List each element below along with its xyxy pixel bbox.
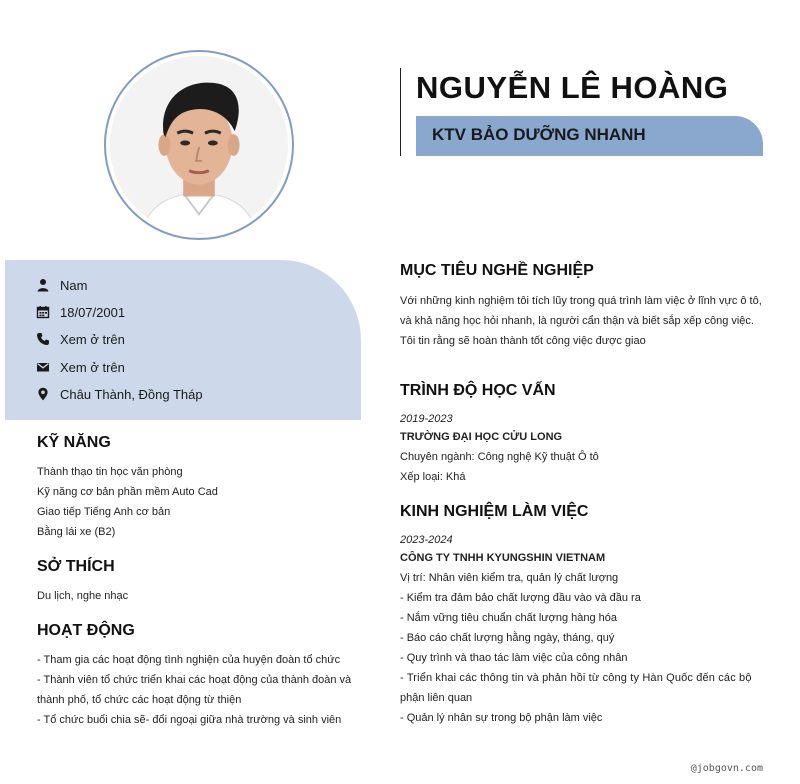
contact-text: Nam — [60, 277, 88, 293]
education-period: 2019-2023 — [400, 413, 453, 425]
education-school: TRƯỜNG ĐẠI HỌC CỬU LONG — [400, 431, 563, 443]
skill-item: Kỹ năng cơ bản phần mềm Auto Cad — [37, 486, 218, 498]
objective-heading: MỤC TIÊU NGHỀ NGHIỆP — [400, 262, 594, 279]
experience-line: Vị trí: Nhân viên kiểm tra, quản lý chất lượng — [400, 572, 619, 584]
experience-period: 2023-2024 — [400, 534, 453, 546]
education-grade: Xếp loại: Khá — [400, 471, 466, 483]
objective-text: Với những kinh nghiệm tôi tích lũy trong quá trình làm việc ở lĩnh vực ô tô, và khả năng học hỏi nhanh, là người cẩn thận và biết sắp xếp công việc. Tôi tin rằng sẽ hoàn thành tốt công việc được giao — [400, 295, 762, 347]
watermark: @jobgovn.com — [690, 763, 763, 774]
phone-icon — [36, 332, 50, 346]
experience-heading: KINH NGHIỆM LÀM VIỆC — [400, 503, 589, 520]
activity-line: - Thành viên tổ chức triển khai các hoạt động của thành đoàn và — [37, 674, 352, 686]
skill-item: Thành thạo tin học văn phòng — [37, 466, 183, 478]
activities-heading: HOẠT ĐỘNG — [37, 622, 135, 639]
contact-text: Châu Thành, Đồng Tháp — [60, 386, 203, 402]
education-heading: TRÌNH ĐỘ HỌC VẤN — [400, 382, 556, 399]
contact-text: Xem ở trên — [60, 331, 125, 347]
experience-line: phận liên quan — [400, 692, 473, 704]
candidate-role: KTV BẢO DƯỠNG NHANH — [432, 125, 646, 144]
profile-photo-frame — [104, 50, 294, 240]
location-icon — [36, 387, 50, 401]
education-major: Chuyên ngành: Công nghệ Kỹ thuật Ô tô — [400, 451, 599, 463]
experience-line: - Kiểm tra đảm bảo chất lượng đầu vào và đầu ra — [400, 592, 641, 604]
experience-line: - Báo cáo chất lượng hằng ngày, tháng, quý — [400, 632, 615, 644]
hobbies-heading: SỞ THÍCH — [37, 558, 115, 575]
contact-text: 18/07/2001 — [60, 304, 126, 320]
activity-line: - Tham gia các hoạt động tình nghiện của huyện đoàn tổ chức — [37, 654, 341, 666]
portrait-illustration — [110, 56, 288, 234]
mail-icon — [36, 360, 50, 374]
activity-line: thành phố, tổ chức các hoạt động từ thiện — [37, 694, 242, 706]
user-icon — [36, 278, 50, 292]
name-divider — [400, 68, 401, 156]
experience-company: CÔNG TY TNHH KYUNGSHIN VIETNAM — [400, 552, 606, 564]
contact-phone — [36, 330, 125, 348]
candidate-name: NGUYỄN LÊ HOÀNG — [416, 70, 729, 105]
skill-item: Bằng lái xe (B2) — [37, 526, 116, 538]
experience-line: - Quy trình và thao tác làm việc của công nhân — [400, 652, 628, 664]
skills-heading: KỸ NĂNG — [37, 434, 111, 451]
experience-line: - Quản lý nhân sự trong bộ phận làm việc — [400, 712, 603, 724]
skill-item: Giao tiếp Tiếng Anh cơ bản — [37, 506, 171, 518]
activity-line: - Tổ chức buổi chia sẽ- đổi ngoại giữa nhà trường và sinh viên — [37, 714, 342, 726]
role-banner — [416, 116, 763, 156]
experience-line: - Nắm vững tiêu chuẩn chất lượng hàng hóa — [400, 612, 618, 624]
hobby-item: Du lịch, nghe nhạc — [37, 590, 129, 602]
contact-email — [36, 358, 125, 376]
contact-address — [36, 385, 203, 403]
profile-photo — [110, 56, 288, 234]
contact-text: Xem ở trên — [60, 359, 125, 375]
calendar-icon — [36, 305, 50, 319]
contact-gender — [36, 276, 87, 294]
experience-line: - Triển khai các thông tin và phản hồi từ công ty Hàn Quốc đến các bộ — [400, 672, 752, 684]
contact-birthdate — [36, 303, 125, 321]
